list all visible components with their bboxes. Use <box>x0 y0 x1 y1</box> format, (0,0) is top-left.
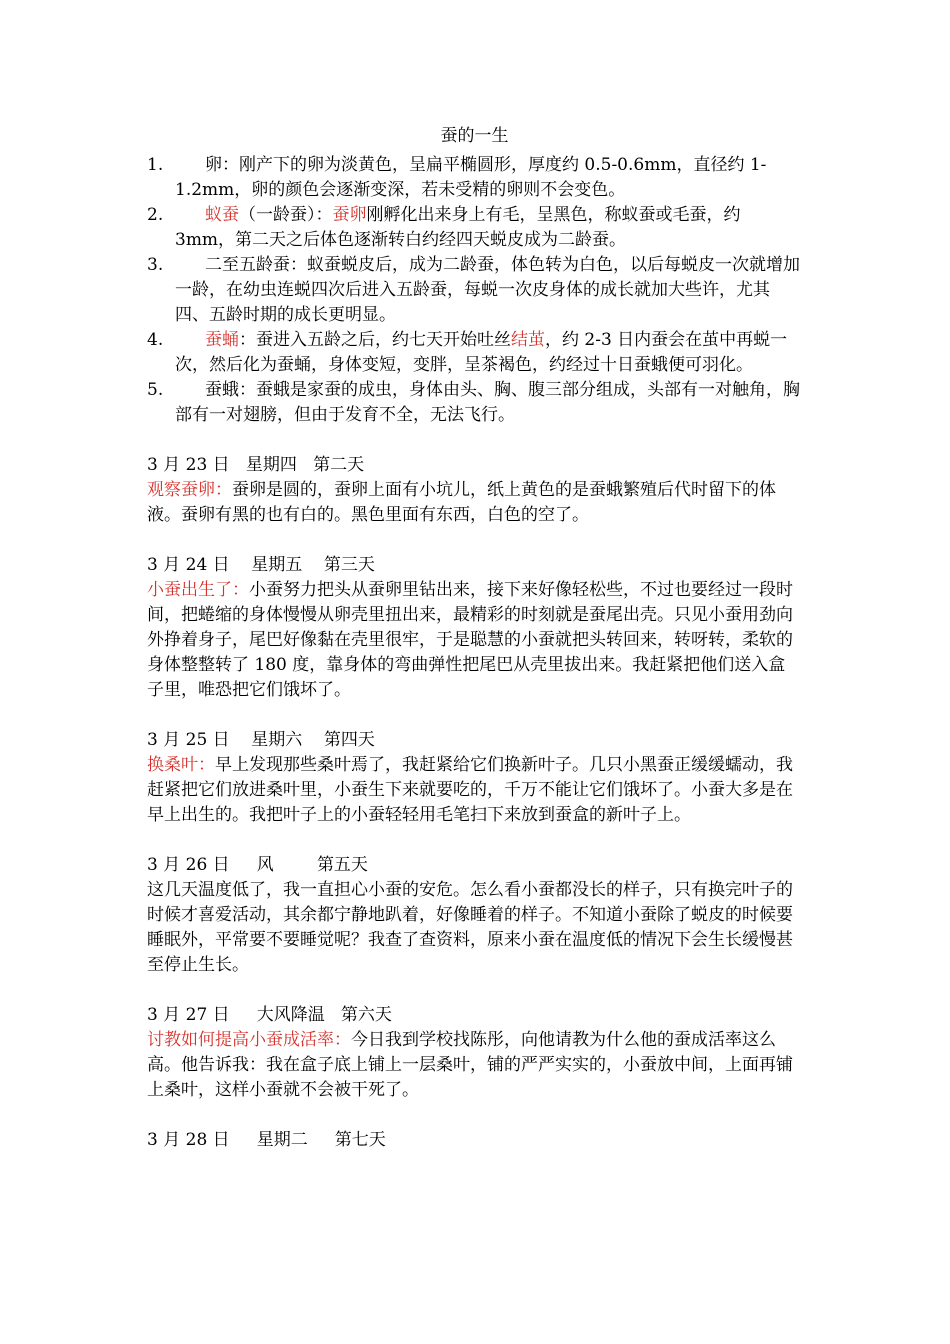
entry-weekday: 星期五 <box>251 555 303 575</box>
entry-header <box>147 1003 802 1028</box>
life-stages-list <box>147 153 802 428</box>
stage-keyword: 蚕蛹 <box>205 330 239 350</box>
entry-day: 第五天 <box>316 855 368 875</box>
entry-header <box>147 853 802 878</box>
diary-entry <box>147 553 802 703</box>
entry-body <box>147 478 802 528</box>
entry-header <box>147 728 802 753</box>
list-item <box>147 328 802 378</box>
entry-header <box>147 453 802 478</box>
entry-weekday: 星期六 <box>251 730 303 750</box>
document-title: 蚕的一生 <box>440 126 509 146</box>
stage-text: ：蚕进入五龄之后，约七天开始吐丝 <box>239 330 511 350</box>
entry-body <box>147 753 802 828</box>
entry-text: 今日我到学校找陈彤，向他请教为什么他的蚕成活率这么高。他告诉我：我在盒子底上铺上一层桑叶，铺的严严实实的，小蚕放中间，上面再铺上桑叶，这样小蚕就不会被干死了。 <box>147 1030 793 1100</box>
entry-text: 早上发现那些桑叶焉了，我赶紧给它们换新叶子。几只小黑蚕正缓缓蠕动，我赶紧把它们放进桑叶里，小蚕生下来就要吃的，千万不能让它们饿坏了。小蚕大多是在早上出生的。我把叶子上的小蚕轻轻用毛笔扫下来放到蚕盒的新叶子上。 <box>147 755 793 825</box>
entry-day: 第六天 <box>340 1005 392 1025</box>
entry-label: 换桑叶： <box>147 755 215 775</box>
entry-label: 观察蚕卵： <box>147 480 232 500</box>
entry-body <box>147 578 802 703</box>
entry-day: 第七天 <box>334 1130 386 1150</box>
entry-day: 第三天 <box>323 555 375 575</box>
stage-text: 卵：刚产下的卵为淡黄色，呈扁平椭圆形，厚度约 0.5-0.6mm，直径约 1-1.2mm，卵的颜色会逐渐变深，若未受精的卵则不会变色。 <box>175 155 767 200</box>
entry-date: 3 月 24 日 <box>147 555 230 575</box>
diary-entry <box>147 853 802 978</box>
entry-text: 小蚕努力把头从蚕卵里钻出来，接下来好像轻松些，不过也要经过一段时间，把蜷缩的身体慢慢从卵壳里扭出来，最精彩的时刻就是蚕尾出壳。只见小蚕用劲向外挣着身子，尾巴好像黏在壳里很牢，于是聪慧的小蚕就把头转回来，转呀转，柔软的身体整整转了 180 度，靠身体的弯曲弹性把尾巴从壳里拔出来。我赶紧把他们送入盒子里，唯恐把它们饿坏了。 <box>147 580 793 700</box>
list-number: 1. <box>147 155 164 175</box>
entry-date: 3 月 25 日 <box>147 730 230 750</box>
stage-text: （一龄蚕）： <box>239 205 333 225</box>
entry-day: 第四天 <box>323 730 375 750</box>
list-item <box>147 253 802 328</box>
stage-text: 刚孵化出来身上有毛，呈黑色，称蚁蚕或毛蚕，约 3mm，第二天之后体色逐渐转白约经四天蜕皮成为二龄蚕。 <box>175 205 741 250</box>
entry-body <box>147 878 802 978</box>
entry-date: 3 月 27 日 <box>147 1005 230 1025</box>
entry-weekday: 星期四 <box>245 455 297 475</box>
diary-entry <box>147 453 802 528</box>
list-number: 2. <box>147 205 164 225</box>
list-item <box>147 203 802 253</box>
entry-body <box>147 1028 802 1103</box>
entry-date: 3 月 28 日 <box>147 1130 230 1150</box>
list-number: 5. <box>147 380 164 400</box>
list-item <box>147 378 802 428</box>
entry-label: 讨教如何提高小蚕成活率： <box>147 1030 351 1050</box>
stage-keyword: 结茧 <box>511 330 545 350</box>
entry-date: 3 月 26 日 <box>147 855 230 875</box>
document-page <box>147 124 802 1153</box>
list-number: 3. <box>147 255 164 275</box>
entry-weekday: 星期二 <box>256 1130 308 1150</box>
entry-date: 3 月 23 日 <box>147 455 230 475</box>
entry-label: 小蚕出生了： <box>147 580 249 600</box>
stage-keyword: 蚕卵 <box>332 205 367 225</box>
stage-keyword: 蚁蚕 <box>205 205 239 225</box>
stage-text: 二至五龄蚕：蚁蚕蜕皮后，成为二龄蚕，体色转为白色，以后每蜕皮一次就增加一龄，在幼虫连蜕四次后进入五龄蚕，每蜕一次皮身体的成长就加大些许，尤其四、五龄时期的成长更明显。 <box>175 255 800 325</box>
diary-entry <box>147 1003 802 1103</box>
entry-weekday: 风 <box>256 855 274 875</box>
list-number: 4. <box>147 330 164 350</box>
entry-weekday: 大风降温 <box>256 1005 325 1025</box>
stage-text: ，约 2-3 日内蚕会在茧中再蜕一次，然后化为蚕蛹，身体变短，变胖，呈茶褐色，约经过十日蚕蛾便可羽化。 <box>175 330 788 375</box>
entry-text: 这几天温度低了，我一直担心小蚕的安危。怎么看小蚕都没长的样子，只有换完叶子的时候才喜爱活动，其余都宁静地趴着，好像睡着的样子。不知道小蚕除了蜕皮的时候要睡眠外，平常要不要睡觉呢？我查了查资料，原来小蚕在温度低的情况下会生长缓慢甚至停止生长。 <box>147 880 793 975</box>
entry-day: 第二天 <box>313 455 365 475</box>
entry-text: 蚕卵是圆的，蚕卵上面有小坑儿，纸上黄色的是蚕蛾繁殖后代时留下的体液。蚕卵有黑的也有白的。黑色里面有东西，白色的空了。 <box>147 480 776 525</box>
stage-text: 蚕蛾：蚕蛾是家蚕的成虫，身体由头、胸、腹三部分组成，头部有一对触角，胸部有一对翅膀，但由于发育不全，无法飞行。 <box>175 380 800 425</box>
list-item <box>147 153 802 203</box>
diary-entry <box>147 728 802 828</box>
entry-header <box>147 553 802 578</box>
diary-entry <box>147 1128 802 1153</box>
entry-header <box>147 1128 802 1153</box>
